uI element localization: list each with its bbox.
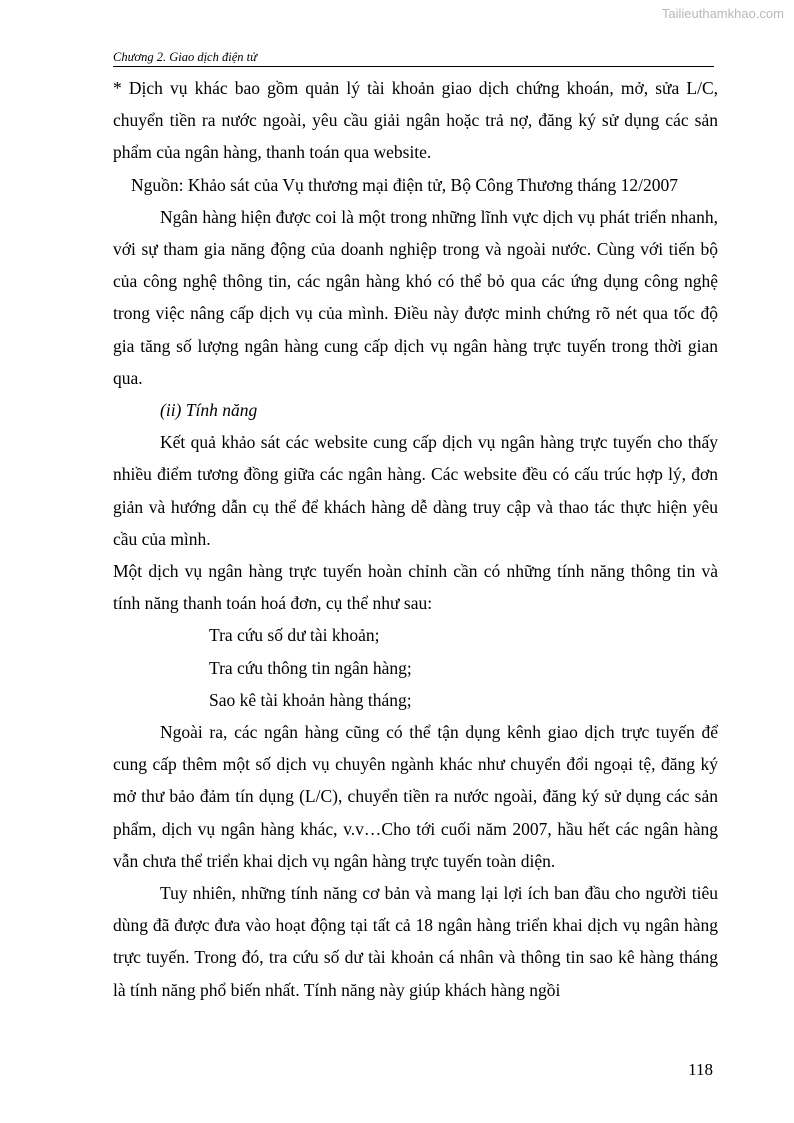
paragraph-1: Ngân hàng hiện được coi là một trong những lĩnh vực dịch vụ phát triển nhanh, với sự tham gia năng động của doanh nghiệp trong và ngoài nước. Cùng với tiến bộ của công nghệ thông tin, các ngân hàng khó có thể bỏ qua các ứng dụng công nghệ trong việc nâng cấp dịch vụ của mình. Điều này được minh chứng rõ nét qua tốc độ gia tăng số lượng ngân hàng cung cấp dịch vụ ngân hàng trực tuyến trong thời gian qua. [113, 206, 718, 388]
paragraph-2: Kết quả khảo sát các website cung cấp dịch vụ ngân hàng trực tuyến cho thấy nhiều điểm tương đồng giữa các ngân hàng. Các website đều có cấu trúc hợp lý, đơn giản và hướng dẫn cụ thể để khách hàng dễ dàng truy cập và thao tác thực hiện yêu cầu của mình. [113, 432, 718, 549]
section-heading: (ii) Tính năng [160, 400, 258, 421]
footnote-paragraph: * Dịch vụ khác bao gồm quản lý tài khoản giao dịch chứng khoán, mở, sửa L/C, chuyển tiền ra nước ngoài, yêu cầu giải ngân hoặc trả nợ, đăng ký sử dụng các sản phẩm của ngân hàng, thanh toán qua website. [113, 78, 718, 163]
page-number: 118 [688, 1060, 713, 1079]
list-item: Tra cứu thông tin ngân hàng; [209, 657, 412, 678]
list-item: Tra cứu số dư tài khoản; [209, 625, 380, 646]
paragraph-5: Tuy nhiên, những tính năng cơ bản và mang lại lợi ích ban đầu cho người tiêu dùng đã được đưa vào hoạt động tại tất cả 18 ngân hàng triển khai dịch vụ ngân hàng trực tuyến. Trong đó, tra cứu số dư tài khoản cá nhân và thông tin sao kê hàng tháng là tính năng phổ biến nhất. Tính năng này giúp khách hàng ngồi [113, 883, 718, 1000]
watermark: Tailieuthamkhao.com [661, 6, 784, 21]
running-header: Chương 2. Giao dịch điện tử [113, 50, 714, 67]
paragraph-3: Một dịch vụ ngân hàng trực tuyến hoàn chỉnh cần có những tính năng thông tin và tính năng thanh toán hoá đơn, cụ thể như sau: [113, 561, 718, 614]
source-line: Nguồn: Khảo sát của Vụ thương mại điện tử, Bộ Công Thương tháng 12/2007 [131, 174, 678, 195]
paragraph-4: Ngoài ra, các ngân hàng cũng có thể tận dụng kênh giao dịch trực tuyến để cung cấp thêm một số dịch vụ chuyên ngành khác như chuyển đổi ngoại tệ, đăng ký mở thư bảo đảm tín dụng (L/C), chuyển tiền ra nước ngoài, đăng ký sử dụng các sản phẩm, dịch vụ ngân hàng khác, v.v…Cho tới cuối năm 2007, hầu hết các ngân hàng vẫn chưa thể triển khai dịch vụ ngân hàng trực tuyến toàn diện. [113, 722, 718, 871]
list-item: Sao kê tài khoản hàng tháng; [209, 689, 412, 710]
page-content [113, 72, 718, 1006]
